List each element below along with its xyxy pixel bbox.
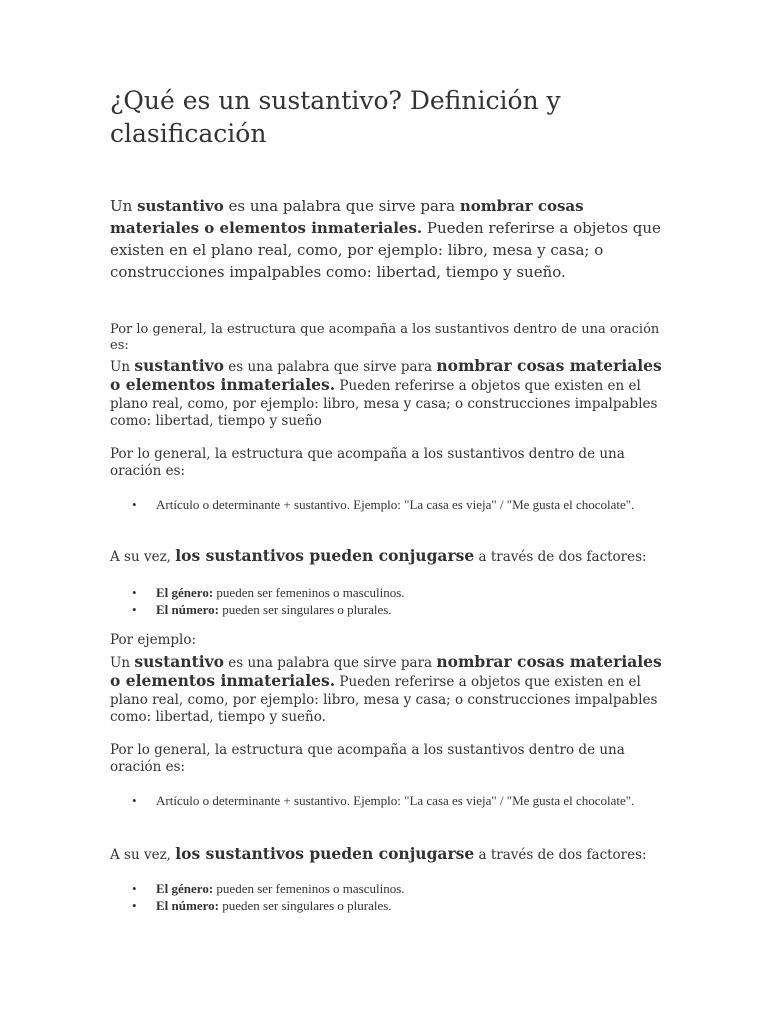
numero-text: pueden ser singulares o plurales. <box>218 897 392 913</box>
example-list-2 <box>110 793 670 810</box>
list-item-numero <box>110 602 670 619</box>
estructura-paragraph-1: Por lo general, la estructura que acompaña a los sustantivos dentro de una oración es: <box>110 322 660 353</box>
def1-text-3: Pueden referirse a objetos que existen en el plano real, como, por ejemplo: libro, mesa y casa; o construcciones impalpables como: libertad, tiempo y sueño <box>110 378 658 429</box>
intro-bold-2: nombrar cosas materiales o elementos inmateriales. <box>110 197 584 237</box>
factores-list-1 <box>110 585 670 618</box>
conj1-text-1: A su vez, <box>110 549 176 565</box>
definition-paragraph-2 <box>110 653 670 726</box>
conjugar-paragraph-2 <box>110 845 670 864</box>
por-ejemplo-label: Por ejemplo: <box>110 632 197 648</box>
def2-text-3: Pueden referirse a objetos que existen en el plano real, como, por ejemplo: libro, mesa y casa; o construcciones impalpables como: libertad, tiempo y sueño. <box>110 674 658 725</box>
numero-label: El número: <box>156 601 219 617</box>
def1-text-1: Un <box>110 359 135 375</box>
page-title: ¿Qué es un sustantivo? Definición y clasificación <box>110 86 561 148</box>
list-item-example-1: • Artículo o determinante + sustantivo. Ejemplo: "La casa es vieja" / "Me gusta el chocolate". <box>110 497 670 514</box>
numero-label: El número: <box>156 897 219 913</box>
example-list-1 <box>110 497 670 514</box>
list-item-example-2: • Artículo o determinante + sustantivo. Ejemplo: "La casa es vieja" / "Me gusta el chocolate". <box>110 793 670 810</box>
intro-paragraph <box>110 195 670 283</box>
conj1-bold-1: los sustantivos pueden conjugarse <box>175 546 475 565</box>
intro-bold-1: sustantivo <box>137 197 224 215</box>
estructura-paragraph-2: Por lo general, la estructura que acompaña a los sustantivos dentro de una oración es: <box>110 446 625 480</box>
estructura-paragraph-3: Por lo general, la estructura que acompaña a los sustantivos dentro de una oración es: <box>110 742 625 776</box>
def2-bold-1: sustantivo <box>134 652 224 671</box>
conj2-text-2: a través de dos factores: <box>474 847 647 863</box>
genero-text: pueden ser femeninos o masculinos. <box>213 881 405 896</box>
genero-text: pueden ser femeninos o masculinos. <box>213 585 405 600</box>
intro-text-1: Un <box>110 197 138 215</box>
conj1-text-2: a través de dos factores: <box>474 549 647 565</box>
def1-bold-1: sustantivo <box>134 356 224 375</box>
def2-bold-2: nombrar cosas materiales o elementos inmateriales. <box>110 652 662 691</box>
def2-text-2: es una palabra que sirve para <box>223 655 437 671</box>
conjugar-paragraph-1 <box>110 547 670 566</box>
def1-text-2: es una palabra que sirve para <box>223 359 437 375</box>
definition-paragraph-1 <box>110 357 670 430</box>
numero-text: pueden ser singulares o plurales. <box>218 601 392 617</box>
list-item-numero <box>110 898 670 915</box>
genero-label: El género: <box>156 881 214 896</box>
conj2-bold-1: los sustantivos pueden conjugarse <box>175 844 475 863</box>
list-item-genero <box>110 881 670 898</box>
def2-text-1: Un <box>110 655 135 671</box>
factores-list-2 <box>110 881 670 914</box>
conj2-text-1: A su vez, <box>110 847 176 863</box>
intro-text-2: es una palabra que sirve para <box>223 197 460 215</box>
list-item-genero <box>110 585 670 602</box>
def1-bold-2: nombrar cosas materiales o elementos inmateriales. <box>110 356 662 395</box>
intro-text-3: Pueden referirse a objetos que existen en el plano real, como, por ejemplo: libro, mesa y casa; o construcciones impalpables como: libertad, tiempo y sueño. <box>110 219 661 281</box>
genero-label: El género: <box>156 585 214 600</box>
